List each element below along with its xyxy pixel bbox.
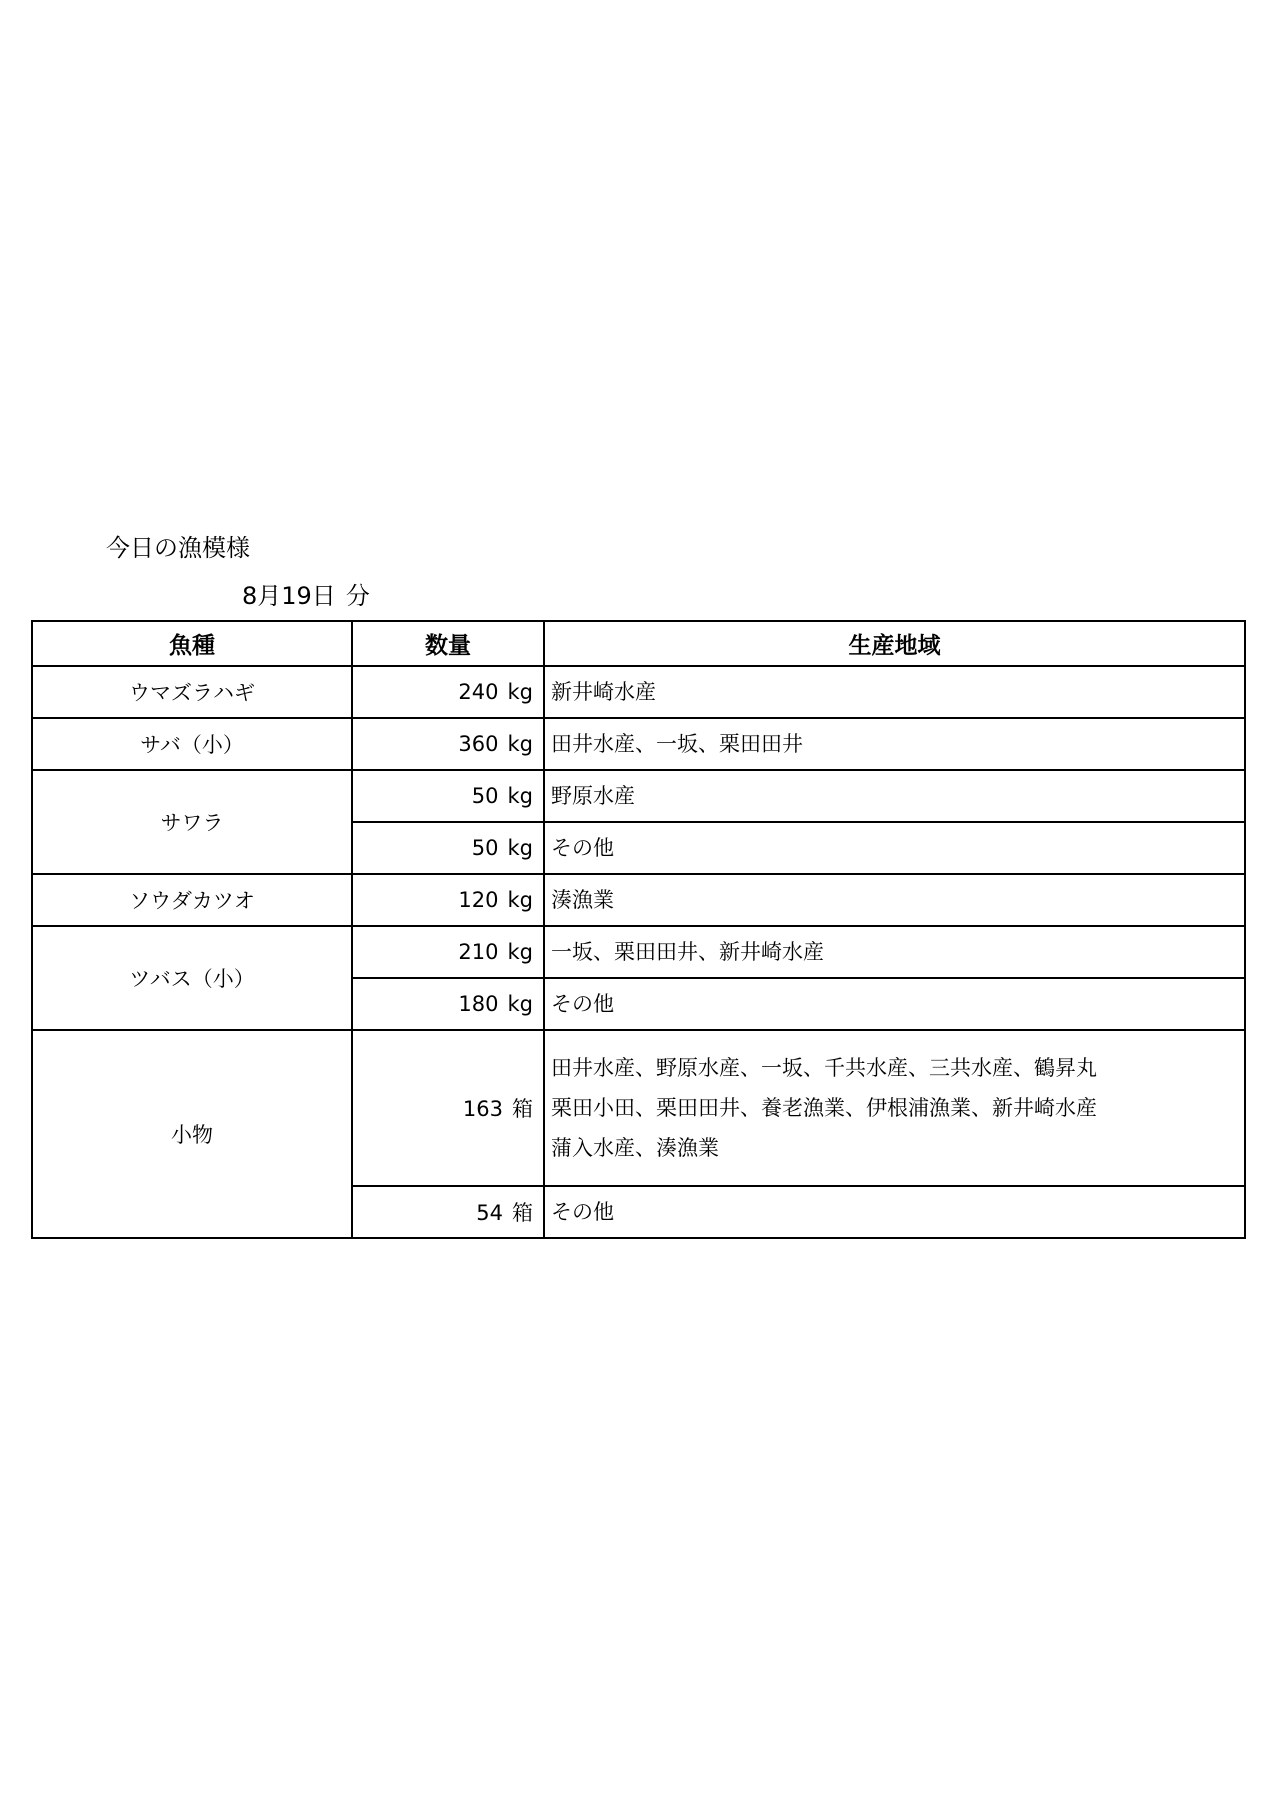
quantity-unit: kg xyxy=(507,836,533,860)
quantity-unit: kg xyxy=(507,732,533,756)
table-row xyxy=(32,1030,1245,1186)
fish-cell: 小物 xyxy=(32,1030,352,1238)
quantity-value: 54 xyxy=(476,1201,503,1225)
producers-line: 一坂、栗田田井、新井崎水産 xyxy=(551,940,824,964)
quantity-cell xyxy=(352,770,544,822)
quantity-unit: 箱 xyxy=(512,1201,533,1225)
quantity-cell xyxy=(352,666,544,718)
quantity-value: 360 xyxy=(458,732,499,756)
producers-cell xyxy=(544,1030,1245,1186)
producers-cell xyxy=(544,822,1245,874)
producers-line: その他 xyxy=(551,992,614,1016)
quantity-value: 180 xyxy=(458,992,499,1016)
quantity-unit: kg xyxy=(507,784,533,808)
quantity-unit: kg xyxy=(507,888,533,912)
quantity-unit: kg xyxy=(507,940,533,964)
header-production-area: 生産地域 xyxy=(544,621,1245,666)
producers-cell xyxy=(544,978,1245,1030)
report-date-suffix: 分 xyxy=(345,582,370,610)
page-title: 今日の漁模様 xyxy=(106,534,250,562)
fish-cell: サワラ xyxy=(32,770,352,874)
quantity-cell xyxy=(352,926,544,978)
producers-line: 野原水産 xyxy=(551,784,635,808)
quantity-value: 120 xyxy=(458,888,499,912)
quantity-cell xyxy=(352,874,544,926)
fish-cell: ソウダカツオ xyxy=(32,874,352,926)
header-quantity: 数量 xyxy=(352,621,544,666)
header-fish-species: 魚種 xyxy=(32,621,352,666)
producers-line: 蒲入水産、湊漁業 xyxy=(551,1136,719,1160)
quantity-cell xyxy=(352,1030,544,1186)
table-row xyxy=(32,718,1245,770)
report-date xyxy=(242,576,370,616)
quantity-cell xyxy=(352,718,544,770)
producers-line: 田井水産、一坂、栗田田井 xyxy=(551,732,803,756)
producers-line: 新井崎水産 xyxy=(551,680,656,704)
quantity-value: 50 xyxy=(471,784,499,808)
producers-line: 栗田小田、栗田田井、養老漁業、伊根浦漁業、新井崎水産 xyxy=(551,1096,1097,1120)
producers-line: その他 xyxy=(551,836,614,860)
producers-cell xyxy=(544,666,1245,718)
producers-cell xyxy=(544,770,1245,822)
table-row xyxy=(32,770,1245,822)
table-row xyxy=(32,926,1245,978)
quantity-value: 163 xyxy=(462,1097,503,1121)
producers-line: その他 xyxy=(551,1200,614,1224)
producers-cell xyxy=(544,718,1245,770)
producers-line: 田井水産、野原水産、一坂、千共水産、三共水産、鶴昇丸 xyxy=(551,1056,1097,1080)
fish-cell: ツバス（小） xyxy=(32,926,352,1030)
table-row xyxy=(32,666,1245,718)
table-row xyxy=(32,874,1245,926)
quantity-value: 50 xyxy=(471,836,499,860)
fish-cell: ウマズラハギ xyxy=(32,666,352,718)
report-date-label: 8月19日 xyxy=(242,582,336,610)
quantity-value: 210 xyxy=(458,940,499,964)
quantity-cell xyxy=(352,822,544,874)
catch-table xyxy=(31,620,1246,1239)
producers-line: 湊漁業 xyxy=(551,888,614,912)
producers-cell xyxy=(544,926,1245,978)
producers-cell xyxy=(544,1186,1245,1238)
fish-cell: サバ（小） xyxy=(32,718,352,770)
quantity-cell xyxy=(352,1186,544,1238)
quantity-unit: kg xyxy=(507,680,533,704)
producers-cell xyxy=(544,874,1245,926)
header-row xyxy=(32,621,1245,666)
quantity-unit: kg xyxy=(507,992,533,1016)
quantity-value: 240 xyxy=(458,680,499,704)
quantity-cell xyxy=(352,978,544,1030)
quantity-unit: 箱 xyxy=(512,1097,533,1121)
